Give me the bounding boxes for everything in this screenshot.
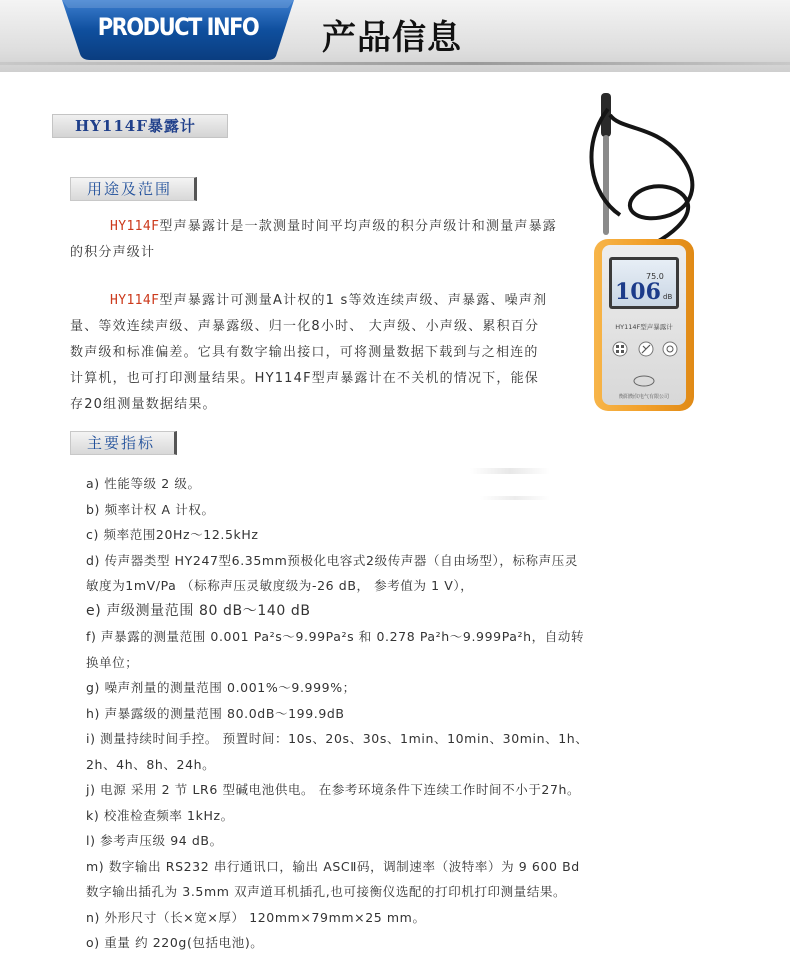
menu-button-icon <box>613 342 627 356</box>
page-title: 产品信息 <box>322 18 462 58</box>
spec-list <box>86 471 701 956</box>
usage-text-1: 型声暴露计是一款测量时间平均声级的积分声级计和测量声暴露的积分声级计 <box>70 219 557 260</box>
screen-top-reading: 75.0 <box>646 272 664 281</box>
screen-unit: dB <box>663 293 673 301</box>
spec-item: m) 数字输出 RS232 串行通讯口，输出 ASCⅡ码，调制速率（波特率）为 9 600 Bd <box>86 858 580 874</box>
decorative-shadow <box>480 496 550 500</box>
usage-section-heading: 用途及范围 <box>70 177 197 201</box>
spec-item: 换单位； <box>86 654 139 670</box>
spec-item: g) 噪声剂量的测量范围 0.001%～9.999%； <box>86 680 356 695</box>
product-photo-sound-exposure-meter <box>560 85 730 415</box>
spec-section-heading: 主要指标 <box>70 431 177 455</box>
spec-item: d) 传声器类型 HY247型6.35mm预极化电容式2级传声器（自由场型），标称声压灵 <box>86 552 578 568</box>
spec-item: a) 性能等级 2 级。 <box>86 476 201 491</box>
usage-text-2: 型声暴露计可测量A计权的1 s等效连续声级、声暴露、噪声剂量、等效连续声级、声暴露级、归一化8小时、 大声级、小声级、累积百分数声级和标准偏差。它具有数字输出接口，可将测量数据下载到与之相连的计算机，也可打印测量结果。HY114F型声暴露计在不关机的情况下，能保存20组测量数据结果。 <box>70 293 548 412</box>
spec-item: 2h、4h、8h、24h。 <box>86 756 216 772</box>
spec-item: k) 校准检查频率 1kHz。 <box>86 807 234 823</box>
screen-main-reading: 106 <box>615 279 661 305</box>
device-panel-label: HY114F型声暴露计 <box>615 323 673 331</box>
spec-item: 数字输出插孔为 3.5mm 双声道耳机插孔,也可接衡仪选配的打印机打印测量结果。 <box>86 884 567 899</box>
spec-item: i) 测量持续时间手控。 预置时间：10s、20s、30s、1min、10min、30min、1h、 <box>86 731 589 746</box>
spec-item: c) 频率范围20Hz～12.5kHz <box>86 527 259 542</box>
spec-item: j) 电源 采用 2 节 LR6 型碱电池供电。 在参考环境条件下连续工作时间不小于27h。 <box>86 782 581 797</box>
spec-item: f) 声暴露的测量范围 0.001 Pa²s～9.99Pa²s 和 0.278 Pa²h～9.999Pa²h，自动转 <box>86 629 585 644</box>
device-maker-label: 衡阳衡仪电气有限公司 <box>618 394 670 400</box>
power-button-icon <box>663 342 677 356</box>
spec-item: n) 外形尺寸（长×宽×厚） 120mm×79mm×25 mm。 <box>86 909 426 925</box>
spec-item: 敏度为1mV/Pa （标称声压灵敏度级为-26 dB， 参考值为 1 V）， <box>86 578 474 593</box>
banner-divider <box>0 62 790 65</box>
model-highlight: HY114F <box>110 219 160 234</box>
product-title: HY114F暴露计 <box>52 114 228 138</box>
usage-paragraph-2 <box>70 288 550 418</box>
model-highlight: HY114F <box>110 293 160 308</box>
usage-paragraph-1 <box>70 214 560 266</box>
banner-tab-label: PRODUCT INFO <box>97 13 259 41</box>
spec-item: l) 参考声压级 94 dB。 <box>86 833 223 848</box>
spec-item: h) 声暴露级的测量范围 80.0dB～199.9dB <box>86 705 345 721</box>
spec-item: b) 频率计权 A 计权。 <box>86 501 215 517</box>
decorative-shadow <box>470 468 550 474</box>
spec-item: e) 声级测量范围 80 dB～140 dB <box>86 602 311 619</box>
spec-item: o) 重量 约 220g(包括电池)。 <box>86 935 264 950</box>
product-info-tab <box>62 0 294 60</box>
